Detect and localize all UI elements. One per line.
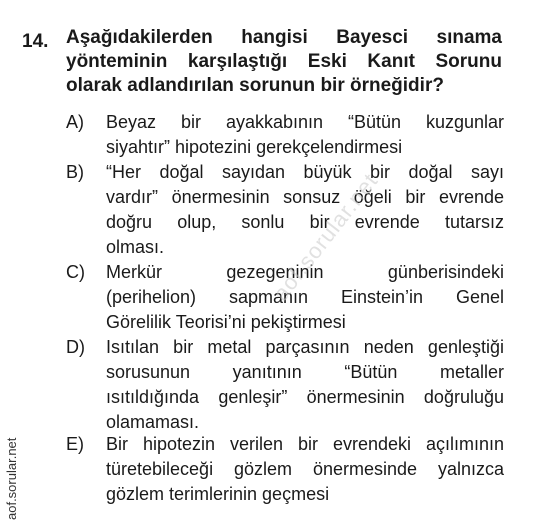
option-line: gözlem terimlerinin geçmesi [106,484,330,504]
option-text [106,335,504,435]
option-letter: E) [66,434,84,454]
option-letter: D) [66,337,85,357]
option-line: Isıtılan bir metal parçasının neden genleştiği [106,337,504,357]
option-letter: C) [66,262,85,282]
option-line: olamaması. [106,412,200,432]
question-stem-line: Aşağıdakilerden hangisi Bayesci sınama [66,27,502,48]
option-line: siyahtır” hipotezini gerekçelendirmesi [106,137,403,157]
option-line: Görelilik Teorisi’ni pekiştirmesi [106,312,346,332]
option-letter: B) [66,162,84,182]
option-line: vardır” önermesinin sonsuz öğeli bir evrende [106,187,504,207]
option-line: “Her doğal sayıdan büyük bir doğal sayı [106,162,504,182]
question-stem-line: yönteminin karşılaştığı Eski Kanıt Sorunu [66,51,502,72]
option-letter: A) [66,112,84,132]
option-line: türetebileceği gözlem önermesinde yalnızca [106,459,504,479]
question-number: 14. [22,31,49,52]
watermark-side: aof.sorular.net [4,437,19,520]
option-line: (perihelion) sapmanın Einstein’in Genel [106,287,504,307]
question-stem [66,26,502,98]
option-line: Bir hipotezin verilen bir evrendeki açılımının [106,434,504,454]
option-text [106,432,504,507]
option-line: olması. [106,237,165,257]
option-line: doğru olup, sonlu bir evrende tutarsız [106,212,504,232]
option-line: Beyaz bir ayakkabının “Bütün kuzgunlar [106,112,504,132]
watermark-diagonal: aof.sorular.net [268,168,383,306]
option-text [106,110,504,160]
option-line: Merkür gezegeninin günberisindeki [106,262,504,282]
option-line: sorusunun yanıtının “Bütün metaller [106,362,504,382]
option-line: ısıtıldığında genleşir” önermesinin doğruluğu [106,387,504,407]
question-stem-line: olarak adlandırılan sorunun bir örneğidir? [66,75,444,96]
